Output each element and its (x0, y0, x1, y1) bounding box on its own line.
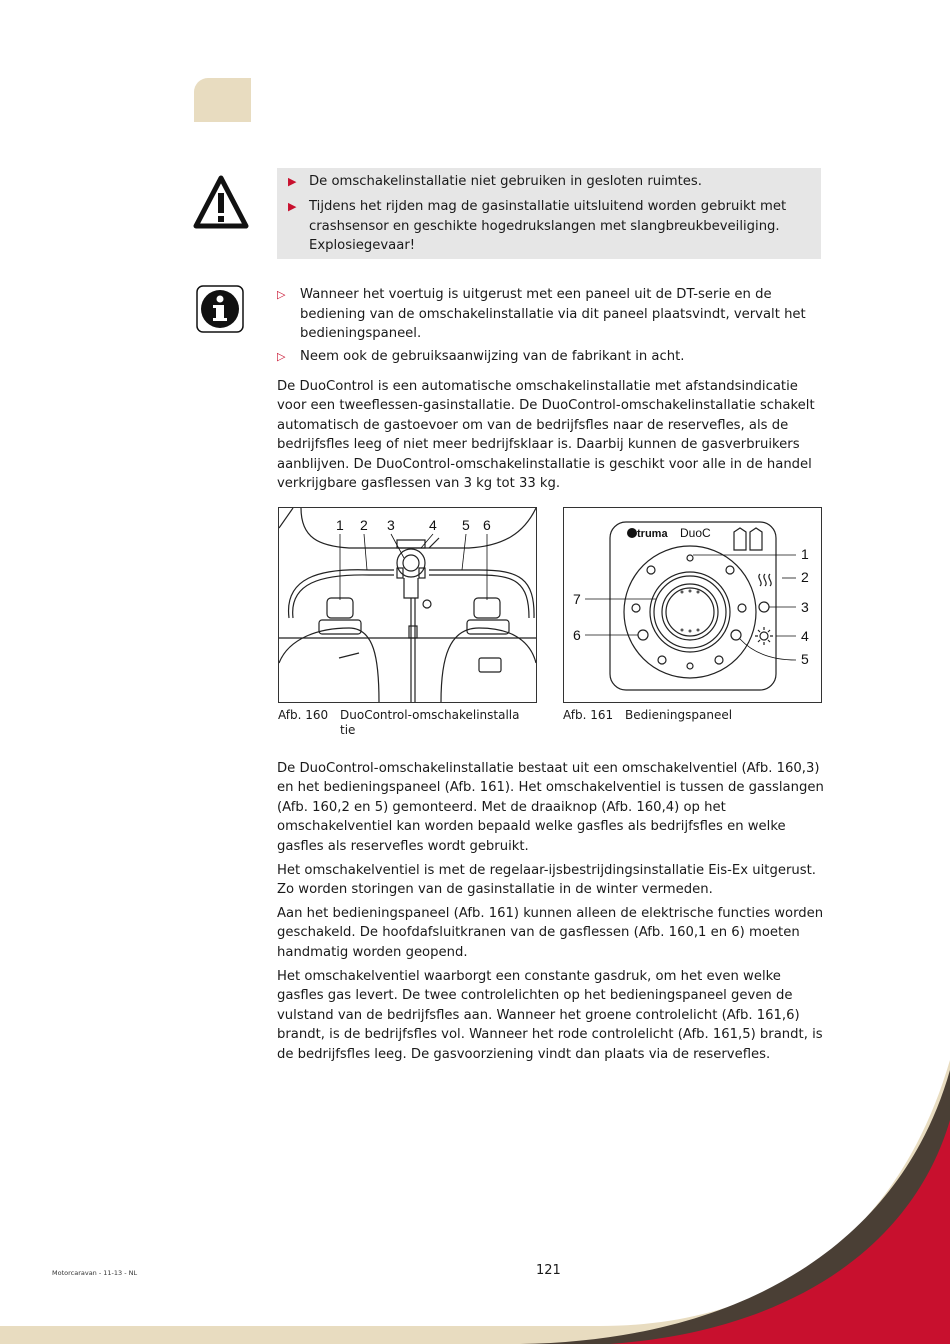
caption-number: Afb. 160 (278, 708, 329, 722)
callout-2: 2 (360, 517, 368, 533)
callout-6: 6 (483, 517, 491, 533)
callout-5: 5 (801, 651, 809, 667)
callout-1: 1 (801, 546, 809, 562)
callout-1: 1 (336, 517, 344, 533)
note-item: ▷ Wanneer het voertuig is uitgerust met een paneel uit de DT-serie en de bediening van de omschakelinstallatie via dit paneel plaatsvindt, vervalt het bedieningspaneel. (277, 287, 806, 341)
callout-4: 4 (429, 517, 437, 533)
triangle-bullet-icon: ▶ (288, 200, 297, 213)
body-paragraph: Het omschakelventiel is met de regelaar-ijsbestrijdingsinstallatie Eis-Ex uitgerust. Zo worden storingen van de gasinstallatie in de winter vermeden. (277, 863, 816, 898)
callout-3: 3 (801, 599, 809, 615)
callout-7: 7 (573, 591, 581, 607)
warning-item: ▶ De omschakelinstallatie niet gebruiken in gesloten ruimtes. (288, 172, 808, 192)
outline-triangle-bullet-icon: ▷ (277, 350, 286, 363)
intro-paragraph: De DuoControl is een automatische omschakelinstallatie met afstandsindicatie voor een tweeflessen-gasinstallatie. De DuoControl-omschakelinstallatie schakelt automatisch de gastoevoer om van de bedrijfsfles naar de reservefles, als de bedrijfsfles leeg of niet meer bedrijfsklaar is. Daarbij kunnen de gasverbruikers aanblijven. De DuoControl-omschakelinstallatie is geschikt voor alle in de handel verkrijgbare gasflessen van 3 kg tot 33 kg. (277, 379, 815, 492)
body-paragraph: Het omschakelventiel waarborgt een constante gasdruk, om het even welke gasfles gas levert. De twee controlelichten op het bedieningspaneel geven de vulstand van de bedrijfsfles aan. Wanneer het groene controlelicht (Afb. 161,6) brandt, is de bedrijfsfles vol. Wanneer het rode controlelicht (Afb. 161,5) brandt, is de bedrijfsfles leeg. De gasvoorziening vindt dan plaats via de reservefles. (277, 969, 823, 1062)
note-item: ▷ Neem ook de gebruiksaanwijzing van de fabrikant in acht. (277, 347, 823, 367)
callout-3: 3 (387, 517, 395, 533)
caption-text: DuoControl-omschakelinstallatie (340, 708, 520, 737)
body-paragraph: Aan het bedieningspaneel (Afb. 161) kunnen alleen de elektrische functies worden geschakeld. De hoofdafsluitkranen van de gasflessen (Afb. 160,1 en 6) moeten handmatig worden geopend. (277, 906, 824, 960)
caption-number: Afb. 161 (563, 708, 614, 722)
callout-2: 2 (801, 569, 809, 585)
callout-4: 4 (801, 628, 809, 644)
page-number: 121 (536, 1263, 561, 1278)
footer-document-id: Motorcaravan - 11-13 - NL (52, 1269, 138, 1277)
model-label: DuoC (680, 526, 711, 540)
body-paragraph: De DuoControl-omschakelinstallatie bestaat uit een omschakelventiel (Afb. 160,3) en het bedieningspaneel (Afb. 161). Het omschakelventiel is tussen de gasslangen (Afb. 160,2 en 5) gemonteerd. Met de draaiknop (Afb. 160,4) op het omschakelventiel kan worden bepaald welke gasfles als bedrijfsfles en welke gasfles als reservefles wordt gebruikt. (277, 761, 824, 854)
triangle-bullet-icon: ▶ (288, 175, 297, 188)
outline-triangle-bullet-icon: ▷ (277, 288, 286, 301)
callout-6: 6 (573, 627, 581, 643)
warning-item: ▶ Tijdens het rijden mag de gasinstallatie uitsluitend worden gebruikt met crashsensor en geschikte hogedrukslangen met slangbreukbeveiliging. Explosiegevaar! (288, 199, 787, 253)
brand-logo: truma (637, 528, 668, 540)
caption-text: Bedieningspaneel (625, 708, 733, 722)
callout-5: 5 (462, 517, 470, 533)
